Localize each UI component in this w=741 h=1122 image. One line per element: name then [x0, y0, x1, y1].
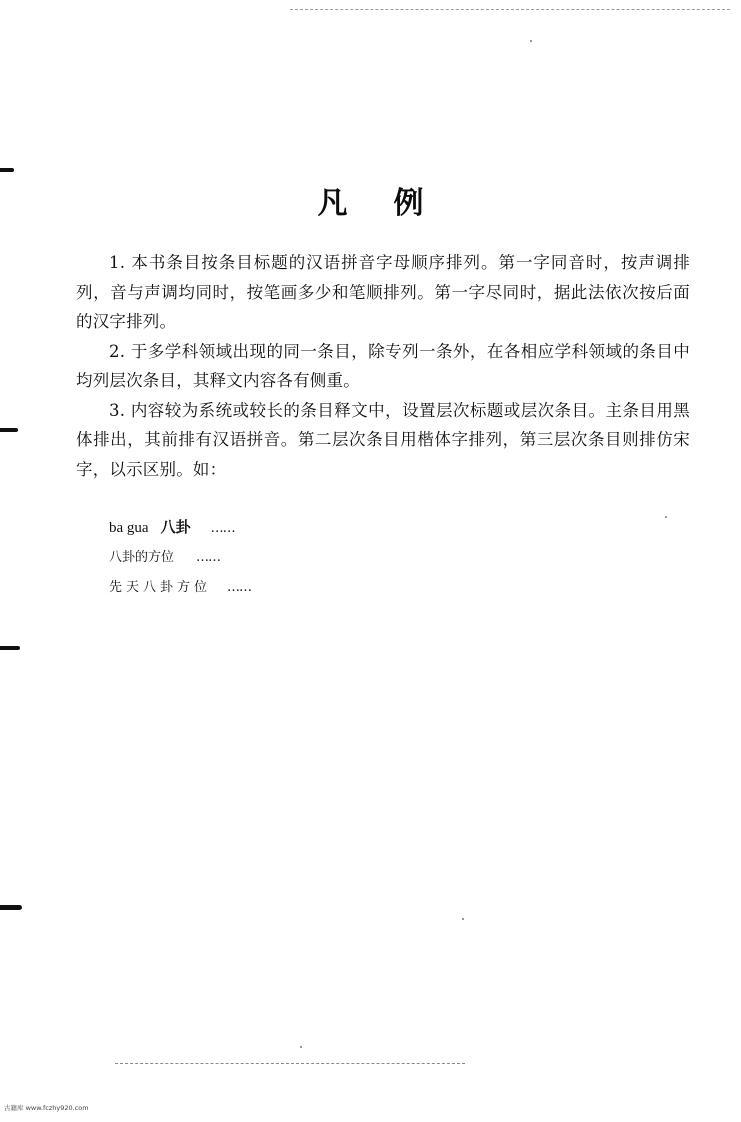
example-ellipsis: ……: [196, 550, 221, 565]
rule-item-2: 2. 于多学科领域出现的同一条目，除专列一条外，在各相应学科领域的条目中均列层次条目，其释文内容各有侧重。: [76, 341, 690, 390]
example-main-term: 八卦: [160, 518, 191, 536]
binding-mark: [0, 428, 18, 432]
example-level2-entry: [109, 542, 409, 572]
example-level3-entry: [109, 572, 409, 602]
rules-list: [76, 248, 690, 484]
rule-item-3: 3. 内容较为系统或较长的条目释文中，设置层次标题或层次条目。主条目用黑体排出，其前排有汉语拼音。第二层次条目用楷体字排列，第三层次条目则排仿宋字，以示区别。如：: [76, 400, 690, 479]
rule-item-1: 1. 本书条目按条目标题的汉语拼音字母顺序排列。第一字同音时，按声调排列，音与声调均同时，按笔画多少和笔顺排列。第一字尽同时，据此法依次按后面的汉字排列。: [76, 253, 690, 331]
binding-mark: [0, 646, 20, 650]
example-pinyin: ba gua: [109, 520, 149, 536]
binding-mark: [0, 905, 22, 910]
scan-artifact-top: [290, 9, 730, 10]
example-level1-entry: [109, 512, 409, 542]
scan-speck: [300, 1046, 302, 1048]
binding-mark: [0, 168, 14, 172]
example-level2-term: 八卦的方位: [109, 550, 175, 565]
example-ellipsis: ……: [227, 580, 252, 595]
footer-watermark: 古籍库 www.fczhy920.com: [4, 1104, 89, 1112]
example-entries: [109, 512, 409, 602]
scan-artifact-bottom: [115, 1063, 465, 1064]
scan-speck: [665, 516, 667, 518]
example-level3-term: 先天八卦方位: [109, 580, 212, 595]
scan-speck: [530, 40, 532, 42]
example-ellipsis: ……: [210, 521, 235, 536]
page-title: 凡例: [317, 186, 470, 221]
scan-speck: [462, 918, 464, 920]
